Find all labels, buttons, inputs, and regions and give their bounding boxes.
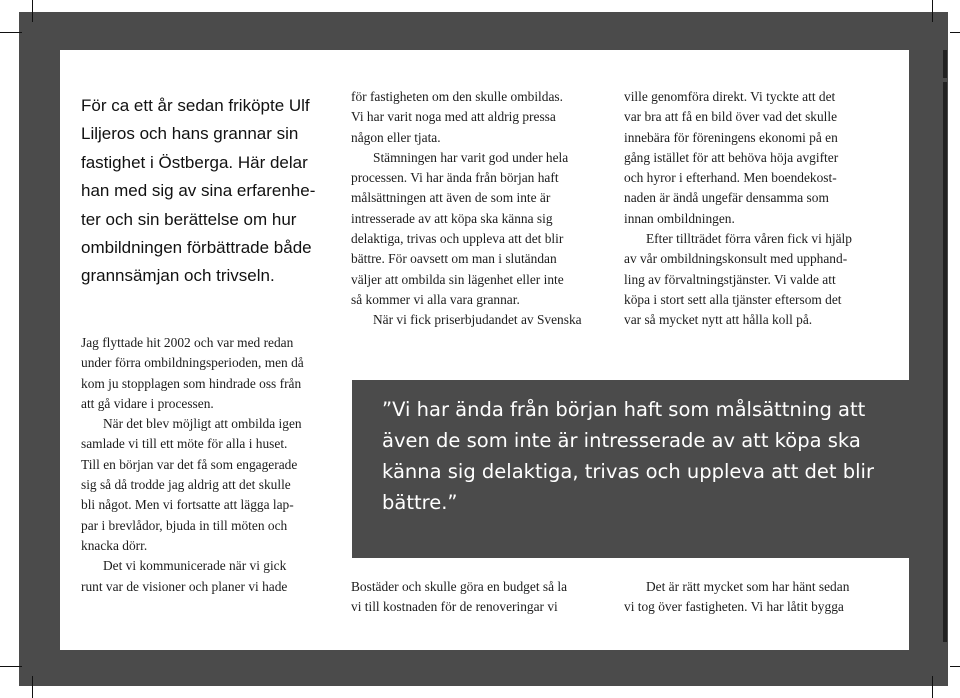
lead-line: grannsämjan och trivseln. [81, 266, 275, 286]
lead-line: ombildningen förbättrade både [81, 238, 312, 258]
text-line: Jag flyttade hit 2002 och var med redan [81, 335, 294, 350]
text-line: vi tog över fastigheten. Vi har låtit bygga [624, 599, 844, 615]
text-line: När vi fick priserbjudandet av Svenska [373, 312, 582, 328]
text-line: innebära för föreningens ekonomi på en [624, 129, 838, 145]
body-column-4 [351, 577, 607, 618]
text-line: var bra att få en bild över vad det skulle [624, 109, 838, 125]
quote-line: känna sig delaktiga, trivas och uppleva att det blir [382, 460, 874, 483]
body-column-3 [624, 87, 884, 331]
lead-line: fastighet i Östberga. Här delar [81, 152, 308, 172]
text-line: ling av förvaltningstjänster. Vi valde att [624, 271, 836, 287]
text-line: Det vi kommunicerade när vi gick [103, 558, 287, 574]
text-line: Stämningen har varit god under hela [373, 149, 569, 165]
lead-line: han med sig av sina erfarenhe- [81, 181, 316, 201]
text-line: naden är ändå ungefär densamma som [624, 190, 829, 206]
text-line: innan ombildningen. [624, 210, 735, 226]
text-line: ville genomföra direkt. Vi tyckte att det [624, 89, 836, 104]
edge-mark-top [943, 50, 947, 78]
text-line: Det är rätt mycket som har hänt sedan [646, 579, 850, 594]
body-column-5 [624, 577, 884, 618]
text-line: intresserade av att köpa ska känna sig [351, 210, 553, 226]
text-line: någon eller tjata. [351, 129, 441, 145]
text-line: Till en början var det få som engagerade [81, 456, 298, 472]
text-line: Vi har varit noga med att aldrig pressa [351, 109, 556, 125]
text-line: av vår ombildningskonsult med upphand- [624, 251, 848, 267]
crop-mark-br-h [950, 666, 960, 667]
edge-mark-right [943, 82, 947, 642]
text-line: väljer att ombilda sin lägenhet eller inte [351, 271, 564, 287]
crop-mark-tr-h [950, 32, 960, 33]
lead-paragraph [81, 92, 343, 291]
text-line: kom ju stopplagen som hindrade oss från [81, 375, 302, 391]
quote-line: även de som inte är intresserade av att köpa ska [382, 429, 861, 452]
pull-quote-box [352, 380, 909, 558]
text-line: gång istället för att behöva höja avgifter [624, 149, 839, 165]
text-line: bli något. Men vi fortsatte att lägga lap- [81, 497, 294, 513]
pull-quote [382, 394, 902, 518]
text-line: att gå vidare i processen. [81, 395, 214, 411]
text-line: knacka dörr. [81, 537, 148, 553]
lead-line: Liljeros och hans grannar sin [81, 124, 299, 144]
text-line: köpa i stort sett alla tjänster eftersom det [624, 291, 842, 307]
text-line: och hyror i efterhand. Men boendekost- [624, 170, 837, 186]
text-line: bättre. För oavsett om man i slutändan [351, 251, 557, 267]
text-line: för fastigheten om den skulle ombildas. [351, 89, 563, 104]
text-line: var så mycket nytt att hålla koll på. [624, 312, 813, 328]
text-line: delaktiga, trivas och uppleva att det blir [351, 231, 564, 247]
text-line: samlade vi till ett möte för alla i huset. [81, 436, 288, 452]
crop-mark-br-v [932, 676, 933, 698]
body-column-2 [351, 87, 607, 331]
crop-mark-bl-v [32, 676, 33, 698]
crop-mark-bl-h [0, 666, 22, 667]
text-line: par i brevlådor, bjuda in till möten och [81, 517, 288, 533]
lead-line: För ca ett år sedan friköpte Ulf [81, 96, 310, 115]
text-line: så kommer vi alla vara grannar. [351, 291, 520, 307]
text-line: runt var de visioner och planer vi hade [81, 578, 288, 594]
crop-mark-tl-v [32, 0, 33, 22]
text-line: Efter tillträdet förra våren fick vi hjälp [646, 231, 852, 247]
text-line: processen. Vi har ända från början haft [351, 170, 559, 186]
text-line: under förra ombildningsperioden, men då [81, 355, 304, 371]
text-line: målsättningen att även de som inte är [351, 190, 551, 206]
quote-line: bättre.” [382, 491, 458, 514]
quote-line: ”Vi har ända från början haft som målsättning att [382, 398, 866, 421]
text-line: När det blev möjligt att ombilda igen [103, 416, 302, 432]
text-line: vi till kostnaden för de renoveringar vi [351, 599, 558, 615]
text-line: sig så då trodde jag aldrig att det skulle [81, 477, 291, 493]
body-column-1 [81, 333, 343, 597]
text-line: Bostäder och skulle göra en budget så la [351, 579, 568, 594]
crop-mark-tl-h [0, 32, 22, 33]
lead-line: ter och sin berättelse om hur [81, 209, 297, 229]
crop-mark-tr-v [932, 0, 933, 22]
